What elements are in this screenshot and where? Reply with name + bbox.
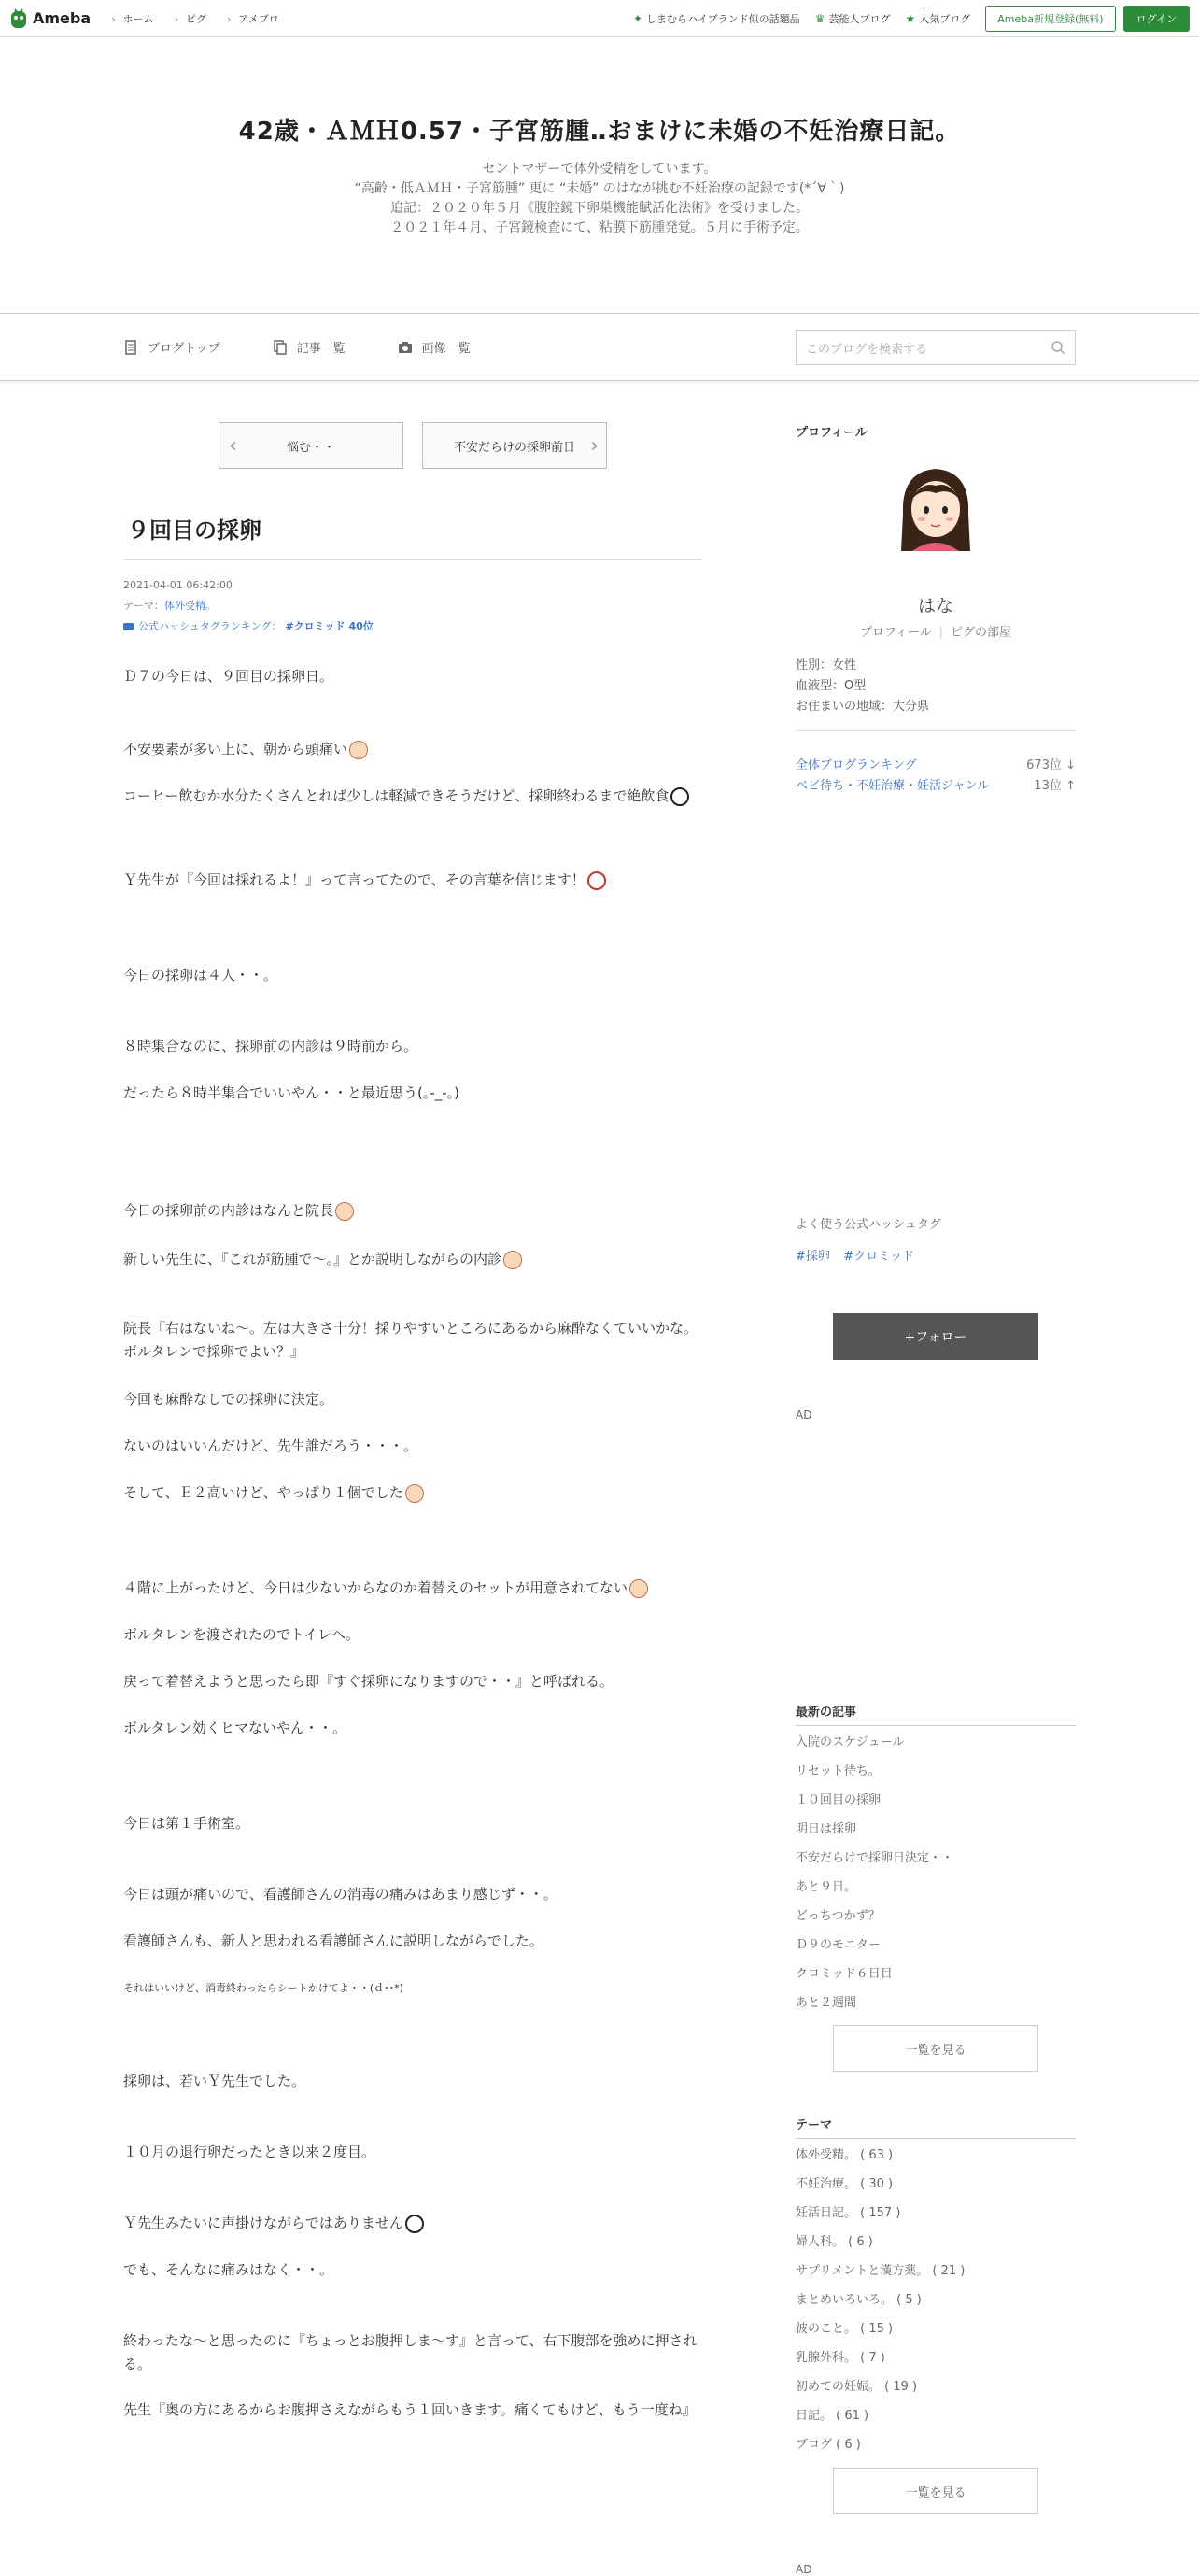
angry-face-emoji-icon — [587, 871, 606, 890]
entry-paragraph — [123, 1248, 702, 1271]
recent-entry-link[interactable]: あと９日。 — [796, 1880, 857, 1894]
blog-desc-line: 追記：２０２０年５月《腹腔鏡下卵巣機能賦活化法術》を受けました。 — [390, 201, 809, 216]
logo-text: Ameba — [33, 9, 92, 27]
paragraph-text: コーヒー飲むか水分たくさんとれば少しは軽減できそうだけど、採卵終わるまで絶飲食 — [123, 787, 670, 804]
entry-paragraph: 今回も麻酔なしでの採卵に決定。 — [123, 1391, 334, 1408]
entry-paragraph: 今日は第１手術室。 — [123, 1815, 250, 1832]
profile-gender: 性別：女性 — [796, 658, 857, 672]
entry-paragraph: 看護師さんも、新人と思われる看護師さんに説明しながらでした。 — [123, 1932, 543, 1949]
theme-link[interactable]: サプリメントと漢方薬。 ( 21 ) — [796, 2264, 966, 2278]
star-icon: ★ — [905, 11, 916, 25]
theme-link[interactable]: 彼のこと。 ( 15 ) — [796, 2322, 894, 2336]
blog-title[interactable]: 42歳・ＡＭＨ0.57・子宮筋腫‥おまけに未婚の不妊治療日記。 — [238, 118, 961, 146]
search-icon[interactable] — [1051, 340, 1065, 355]
sad-face-emoji-icon — [405, 2215, 424, 2233]
search-placeholder: このブログを検索する — [806, 342, 928, 357]
ameba-mascot-icon — [9, 7, 28, 30]
more-themes-button[interactable]: 一覧を見る — [833, 2468, 1038, 2514]
avatar-image — [884, 458, 987, 560]
copy-icon — [273, 340, 288, 355]
nav-pigg[interactable]: › ピグ — [175, 11, 206, 26]
paragraph-text: Ｙ先生が『今回は採れるよ！』って言ってたので、その言葉を信じます！ — [123, 871, 585, 888]
divider — [796, 730, 1076, 731]
follow-button[interactable]: +フォロー — [833, 1313, 1038, 1360]
themes-list — [796, 2141, 1076, 2459]
headache-emoji-icon — [349, 741, 368, 759]
entry-paragraph: それはいいけど、消毒終わったらシートかけてよ・・(ｄ･･*) — [123, 1982, 403, 1994]
tag-icon — [123, 623, 134, 630]
nav-blog-top[interactable] — [123, 338, 220, 356]
entry-paragraph — [123, 785, 702, 808]
blog-header — [0, 37, 1199, 314]
theme-link[interactable]: ブログ ( 6 ) — [796, 2438, 861, 2452]
hashtag-name: #クロミッド — [285, 620, 346, 632]
ranking-row — [796, 776, 1076, 797]
pigg-room-link[interactable]: ピグの部屋 — [951, 626, 1012, 640]
more-themes-wrapper — [833, 2468, 1038, 2514]
celebrity-blog-link[interactable] — [815, 11, 891, 26]
trend-link[interactable] — [633, 11, 800, 26]
recent-entry-link[interactable]: １０回目の採卵 — [796, 1793, 882, 1807]
blog-description — [0, 160, 1199, 238]
hashtag-link[interactable]: #クロミッド — [843, 1250, 914, 1264]
celebrity-blog-label: 芸能人ブログ — [828, 12, 891, 25]
ad-label: AD — [796, 2563, 812, 2576]
entry-meta — [123, 575, 374, 637]
theme-link[interactable]: 体外受精。 ( 63 ) — [796, 2148, 894, 2162]
entry-pager — [219, 422, 607, 469]
recent-entry-link[interactable]: 不安だらけで採卵日決定・・ — [796, 1851, 954, 1865]
entry-paragraph: 先生『奥の方にあるからお腹押さえながらもう１回いきます。痛くてもけど、もう一度ね』 — [123, 2401, 697, 2418]
nav-shadow — [0, 381, 1199, 385]
document-icon — [123, 340, 138, 355]
hashtag-link[interactable]: #採卵 — [796, 1250, 830, 1264]
nav-image-list-label: 画像一覧 — [421, 342, 471, 356]
profile-avatar[interactable] — [884, 458, 987, 564]
paragraph-text: 新しい先生に、『これが筋腫で〜。』とか説明しながらの内診 — [123, 1251, 502, 1267]
recent-entry-link[interactable]: 明日は採卵 — [796, 1822, 857, 1836]
separator: | — [938, 626, 944, 640]
blog-desc-line: セントマザーで体外受精をしています。 — [482, 162, 717, 177]
theme-label: テーマ： — [123, 600, 164, 612]
entry-paragraph: ボルタレン効くヒマないやん・・。 — [123, 1720, 347, 1736]
entry-paragraph: 採卵は、若いＹ先生でした。 — [123, 2073, 306, 2089]
baby-face-emoji-icon — [629, 1579, 648, 1598]
hashtag-list — [796, 1246, 1076, 1264]
camera-icon — [398, 340, 413, 355]
blog-desc-line: “高齢・低ＡＭＨ・子宮筋腫” 更に “未婚” のはなが挑む不妊治療の記録です(*´∀｀) — [354, 181, 845, 196]
next-entry-button[interactable] — [422, 422, 607, 469]
entry-theme — [123, 596, 374, 616]
ad-label: AD — [796, 1408, 812, 1422]
profile-info — [796, 656, 1076, 717]
popular-blog-label: 人気ブログ — [919, 12, 971, 25]
entry-paragraph: 今日の採卵は４人・・。 — [123, 967, 278, 984]
header-links — [633, 6, 1190, 32]
trend-link-label: しまむらハイブランド似の話題品 — [646, 12, 800, 25]
nav-entry-list[interactable] — [273, 338, 346, 356]
entry-paragraph: 戻って着替えようと思ったら即『すぐ採卵になりますので・・』と呼ばれる。 — [123, 1673, 614, 1690]
prev-entry-button[interactable] — [219, 422, 403, 469]
entry-paragraph — [123, 1577, 702, 1600]
register-button[interactable]: Ameba新規登録(無料) — [985, 6, 1115, 32]
next-entry-label: 不安だらけの採卵前日 — [453, 440, 575, 455]
entry-title[interactable]: ９回目の採卵 — [123, 512, 702, 560]
theme-link[interactable]: 乳腺外科。 ( 7 ) — [796, 2351, 885, 2365]
entry-paragraph: ないのはいいんだけど、先生誰だろう・・・。 — [123, 1437, 418, 1454]
blog-desc-line: ２０２１年４月、子宮鏡検査にて、粘膜下筋腫発覚。５月に手術予定。 — [390, 220, 809, 235]
hashtag-rank: 40位 — [348, 620, 374, 632]
profile-heading: プロフィール — [796, 426, 868, 440]
recent-entry-link[interactable]: どっちつかず？ — [796, 1909, 881, 1923]
profile-blood-type: 血液型：O型 — [796, 679, 867, 693]
ameba-logo[interactable] — [9, 7, 91, 30]
hashtag-heading: よく使う公式ハッシュタグ — [796, 1218, 941, 1232]
ranking-genre-value: 13位 ↑ — [1034, 779, 1076, 793]
profile-region: お住まいの地域：大分県 — [796, 700, 930, 714]
paragraph-text: Ｙ先生みたいに声掛けながらではありません — [123, 2215, 403, 2231]
theme-link[interactable]: まとめいろいろ。 ( 5 ) — [796, 2293, 922, 2307]
theme-link[interactable]: 初めての妊娠。 ( 19 ) — [796, 2380, 918, 2394]
login-button[interactable]: ログイン — [1123, 6, 1190, 32]
recent-entry-link[interactable]: リセット待ち。 — [796, 1764, 881, 1778]
global-header — [0, 0, 1199, 37]
nav-image-list[interactable] — [398, 338, 471, 356]
more-recent-button[interactable]: 一覧を見る — [833, 2025, 1038, 2072]
recent-entry-link[interactable]: 入院のスケジュール — [796, 1735, 905, 1749]
blog-search-input[interactable] — [796, 330, 1076, 365]
entry-paragraph: 今日は頭が痛いので、看護師さんの消毒の痛みはあまり感じず・・。 — [123, 1886, 557, 1903]
paragraph-text: ４階に上がったけど、今日は少ないからなのか着替えのセットが用意されてない — [123, 1579, 628, 1596]
profile-links — [796, 622, 1076, 640]
recent-entry-link[interactable]: クロミッド６日目 — [796, 1967, 893, 1981]
paragraph-text: そして、Ｅ２高いけど、やっぱり１個でした — [123, 1484, 403, 1501]
paragraph-text: 不安要素が多い上に、朝から頭痛い — [123, 741, 348, 757]
nav-home[interactable]: › ホーム — [111, 11, 153, 26]
entry-paragraph — [123, 869, 702, 892]
recent-entries-list — [796, 1728, 1076, 2017]
hashtag-ranking-label: 公式ハッシュタグランキング： — [138, 620, 282, 632]
baby-face-emoji-icon — [405, 1484, 424, 1503]
entry-paragraph: １０月の退行卵だったとき以来２度目。 — [123, 2144, 376, 2160]
nav-entry-list-label: 記事一覧 — [296, 342, 346, 356]
ranking-list — [796, 756, 1076, 797]
hashtag-ranking[interactable] — [123, 616, 374, 637]
entry-paragraph — [123, 2212, 702, 2235]
entry-paragraph — [123, 738, 702, 761]
ranking-row — [796, 756, 1076, 776]
theme-link[interactable]: 婦人科。 ( 6 ) — [796, 2235, 873, 2249]
sparkle-icon: ✦ — [632, 11, 643, 25]
entry-paragraph: ８時集合なのに、採卵前の内診は９時前から。 — [123, 1038, 418, 1054]
entry-paragraph: でも、そんなに痛みはなく・・。 — [123, 2261, 334, 2278]
crown-icon: ♛ — [814, 11, 825, 25]
themes-heading: テーマ — [796, 2115, 1076, 2139]
theme-link[interactable]: 日記。 ( 61 ) — [796, 2409, 869, 2423]
ranking-genre-link[interactable]: ベビ待ち・不妊治療・妊活ジャンル — [796, 779, 990, 793]
entry-paragraph — [123, 1199, 702, 1223]
sad-face-emoji-icon — [670, 787, 689, 806]
entry-paragraph: 院長『右はないね〜。左は大きさ十分！採りやすいところにあるから麻酔なくていいかな。ボルタレンで採卵でよい？』 — [123, 1320, 698, 1360]
entry-date: 2021-04-01 06:42:00 — [123, 579, 233, 591]
blog-nav — [0, 314, 1199, 381]
nav-blog-top-label: ブログトップ — [148, 342, 220, 356]
prev-entry-label: 悩む・・ — [286, 440, 335, 455]
nav-ameblo[interactable]: › アメブロ — [227, 11, 279, 26]
entry-paragraph: Ｄ７の今日は、９回目の採卵日。 — [123, 668, 334, 685]
thumbs-up-emoji-icon — [335, 1202, 354, 1221]
theme-link[interactable]: 妊活日記。 ( 157 ) — [796, 2206, 901, 2220]
ranking-overall-value: 673位 ↓ — [1026, 758, 1076, 772]
chevron-right-icon: › — [590, 433, 599, 458]
recent-entries-heading: 最新の記事 — [796, 1702, 1076, 1726]
entry-paragraph — [123, 1481, 702, 1505]
ranking-overall-link[interactable]: 全体ブログランキング — [796, 758, 917, 772]
baby-face-emoji-icon — [503, 1251, 522, 1269]
entry-paragraph: 終わったな〜と思ったのに『ちょっとお腹押しま〜す』と言って、右下腹部を強めに押される。 — [123, 2332, 698, 2372]
theme-link[interactable]: 不妊治療。 ( 30 ) — [796, 2177, 894, 2191]
profile-name[interactable]: はな — [917, 596, 953, 616]
entry-paragraph: ボルタレンを渡されたのでトイレへ。 — [123, 1626, 360, 1643]
popular-blog-link[interactable] — [905, 11, 970, 26]
follow-wrapper — [833, 1313, 1038, 1360]
more-recent-wrapper — [833, 2025, 1038, 2072]
global-nav — [111, 11, 279, 26]
entry-paragraph: だったら８時半集合でいいやん・・と最近思う(｡-_-｡) — [123, 1084, 460, 1101]
recent-entry-link[interactable]: Ｄ９のモニター — [796, 1938, 882, 1952]
paragraph-text: 今日の採卵前の内診はなんと院長 — [123, 1202, 334, 1219]
theme-link[interactable]: 体外受精。 — [164, 600, 216, 612]
profile-link[interactable]: プロフィール — [859, 626, 932, 640]
recent-entry-link[interactable]: あと２週間 — [796, 1996, 857, 2010]
chevron-left-icon: ‹ — [229, 433, 237, 458]
